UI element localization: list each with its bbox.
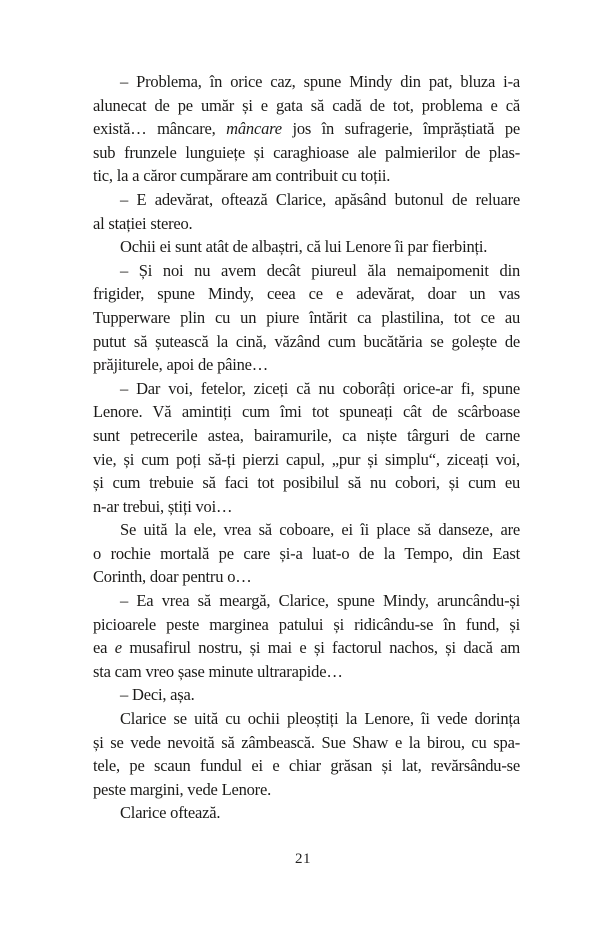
text-line <box>93 660 520 684</box>
text-segment: sub frunzele lunguiețe și caraghioase ale palmierilor de plas- <box>93 142 520 162</box>
text-segment: tic, la a căror cumpărare am contribuit cu toții. <box>93 166 391 186</box>
text-line <box>93 400 520 424</box>
text-segment: și cum trebuie să faci tot posibilul să nu cobori, și cum eu <box>93 473 520 493</box>
text-segment: frigider, spune Mindy, ceea ce e adevărat, doar un vas <box>93 284 520 304</box>
text-segment: tele, pe scaun fundul ei e chiar grăsan și lat, revărsându-se <box>93 756 520 776</box>
text-segment: Lenore. Vă amintiți cum îmi tot spuneați cât de scârboase <box>93 402 520 422</box>
text-segment: sta cam vreo șase minute ultrarapide… <box>93 661 343 681</box>
text-segment: sunt petrecerile astea, bairamurile, ca niște târguri de carne <box>93 425 520 445</box>
text-line <box>93 518 520 542</box>
text-segment: Se uită la ele, vrea să coboare, ei îi place să danseze, are <box>120 520 520 540</box>
text-segment: și se vede nevoită să zâmbească. Sue Shaw e la birou, cu spa- <box>93 732 520 752</box>
text-line <box>93 141 520 165</box>
text-segment: putut să șutească la cină, văzând cum bucătăria se golește de <box>93 331 520 351</box>
text-line <box>93 235 520 259</box>
text-segment: Tupperware plin cu un piure întărit ca plastilina, tot ce au <box>93 307 520 327</box>
text-line <box>93 259 520 283</box>
text-segment: ea <box>93 638 115 658</box>
text-line <box>93 495 520 519</box>
text-line <box>93 731 520 755</box>
text-line <box>93 754 520 778</box>
text-line <box>93 377 520 401</box>
text-segment: musafirul nostru, și mai e și factorul nachos, și dacă am <box>121 638 520 658</box>
text-segment: Corinth, doar pentru o… <box>93 567 252 587</box>
text-segment: al stației stereo. <box>93 213 193 233</box>
text-segment: există… mâncare, <box>93 119 227 139</box>
text-segment: jos în sufragerie, împrăștiată pe <box>281 119 520 139</box>
text-segment: alunecat de pe umăr și e gata să cadă de tot, problema e că <box>93 95 520 115</box>
text-line <box>93 94 520 118</box>
text-line <box>93 306 520 330</box>
text-segment: Clarice se uită cu ochii pleoștiți la Lenore, îi vede dorința <box>120 709 520 729</box>
text-segment: peste margini, vede Lenore. <box>93 779 272 799</box>
text-line <box>93 330 520 354</box>
text-line <box>93 212 520 236</box>
text-line <box>93 164 520 188</box>
page-number: 21 <box>295 851 311 867</box>
text-segment: picioarele peste marginea patului și ridicându-se în fund, și <box>93 614 520 634</box>
text-segment: – Ea vrea să meargă, Clarice, spune Mindy, aruncându-și <box>120 591 520 611</box>
text-line <box>93 70 520 94</box>
text-line <box>93 707 520 731</box>
text-line <box>93 448 520 472</box>
text-line <box>93 801 520 825</box>
text-segment: n-ar trebui, știți voi… <box>93 496 233 516</box>
italic-text: e <box>114 638 122 658</box>
text-line <box>93 565 520 589</box>
text-line <box>93 636 520 660</box>
text-segment: o rochie mortală pe care și-a luat-o de la Tempo, din East <box>93 543 520 563</box>
text-segment: Clarice oftează. <box>120 803 221 823</box>
text-segment: – Deci, așa. <box>120 685 195 705</box>
text-line <box>93 613 520 637</box>
text-block <box>93 70 520 825</box>
text-line <box>93 353 520 377</box>
text-segment: vie, și cum poți să-ți pierzi capul, „pur și simplu“, ziceați voi, <box>93 449 520 469</box>
text-line <box>93 424 520 448</box>
text-line <box>93 282 520 306</box>
text-segment: – Dar voi, fetelor, ziceți că nu coborâți orice-ar fi, spune <box>120 378 520 398</box>
text-segment: – Problema, în orice caz, spune Mindy din pat, bluza i-a <box>120 72 520 91</box>
text-line <box>93 589 520 613</box>
text-segment: Ochii ei sunt atât de albaștri, că lui Lenore îi par fierbinți. <box>120 237 488 257</box>
text-line <box>93 683 520 707</box>
text-line <box>93 188 520 212</box>
text-segment: – E adevărat, oftează Clarice, apăsând butonul de reluare <box>120 189 520 209</box>
text-line <box>93 117 520 141</box>
text-segment: prăjiturele, apoi de pâine… <box>93 355 269 375</box>
italic-text: mâncare <box>226 119 282 139</box>
text-line <box>93 778 520 802</box>
text-segment: – Și noi nu avem decât piureul ăla nemaipomenit din <box>120 260 520 280</box>
text-line <box>93 471 520 495</box>
text-line <box>93 542 520 566</box>
